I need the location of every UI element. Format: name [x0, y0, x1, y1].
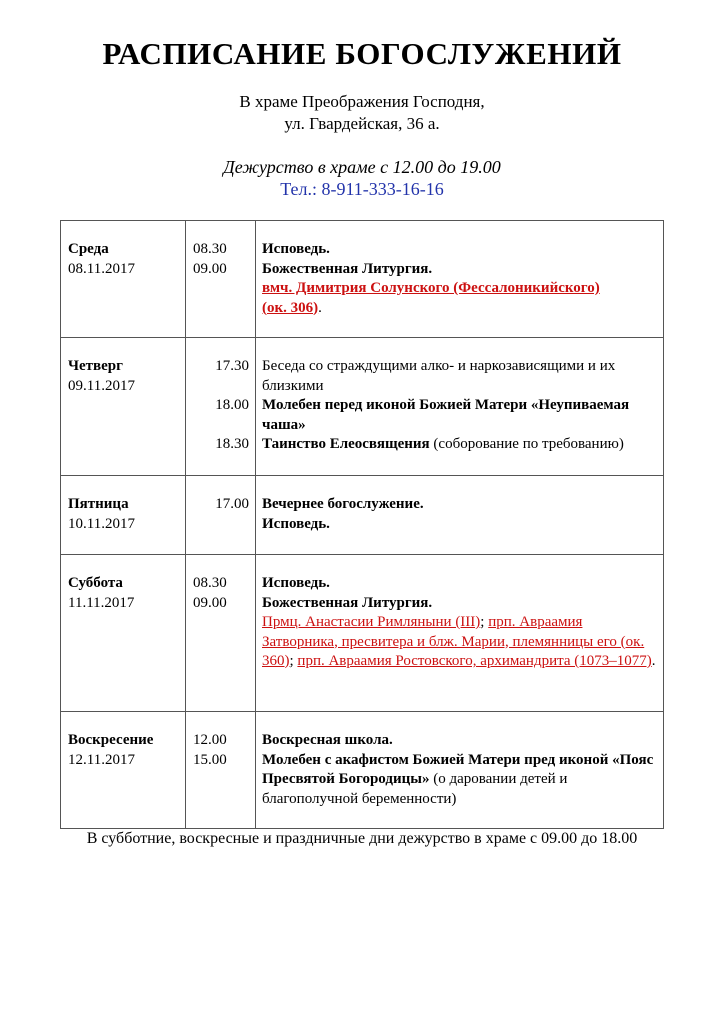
location-line-1: В храме Преображения Господня,	[239, 92, 485, 111]
schedule-table	[60, 220, 664, 829]
service-item: Беседа со страждущими алко- и наркозависящими и их близкими	[262, 358, 616, 394]
footer-note: В субботние, воскресные и праздничные дни дежурство в храме с 09.00 до 18.00	[86, 830, 638, 847]
location-line-2: ул. Гвардейская, 36 а.	[284, 114, 440, 133]
day-name: Четверг	[68, 358, 123, 374]
service-time: 09.00	[193, 260, 227, 277]
service-item: Молебен с акафистом Божией Матери пред иконой «Пояс Пресвятой Богородицы»	[262, 751, 654, 787]
day-date: 12.11.2017	[68, 751, 135, 768]
phone-number[interactable]: Тел.: 8-911-333-16-16	[280, 179, 444, 199]
table-row	[61, 221, 664, 338]
separator: ;	[289, 653, 298, 669]
service-cell	[256, 338, 664, 476]
day-cell	[61, 476, 186, 555]
service-time: 18.30	[215, 436, 249, 452]
service-item: Исповедь.	[262, 575, 330, 591]
time-cell	[186, 221, 256, 338]
duty-hours: Дежурство в храме с 12.00 до 19.00	[223, 157, 501, 177]
saint-link[interactable]: (ок. 306)	[262, 299, 319, 316]
day-date: 11.11.2017	[68, 594, 135, 611]
table-row	[61, 476, 664, 555]
service-cell	[256, 712, 664, 829]
day-cell	[61, 221, 186, 338]
punctuation: .	[318, 299, 322, 316]
service-item: Исповедь.	[262, 515, 330, 532]
service-cell	[256, 476, 664, 555]
day-name: Пятница	[68, 496, 129, 512]
service-note: (о даровании детей и благополучной беременности)	[262, 771, 568, 807]
service-time: 17.00	[215, 496, 249, 512]
time-cell	[186, 712, 256, 829]
service-item: Исповедь.	[262, 241, 330, 257]
table-row	[61, 555, 664, 712]
service-time: 17.30	[215, 358, 249, 374]
service-cell	[256, 221, 664, 338]
service-time: 15.00	[193, 751, 227, 768]
service-item: Воскресная школа.	[262, 732, 393, 748]
service-time: 09.00	[193, 594, 227, 611]
service-time: 08.30	[193, 575, 227, 591]
saint-link[interactable]: вмч. Димитрия Солунского (Фессалоникийского)	[262, 280, 600, 296]
service-item: Божественная Литургия.	[262, 594, 433, 611]
service-time: 08.30	[193, 241, 227, 257]
service-time: 12.00	[193, 732, 227, 748]
separator: ;	[480, 614, 489, 630]
day-cell	[61, 338, 186, 476]
service-item: Вечернее богослужение.	[262, 496, 424, 512]
service-note: (соборование по требованию)	[433, 436, 624, 452]
day-date: 09.11.2017	[68, 377, 135, 394]
service-item: Таинство Елеосвящения	[262, 436, 430, 452]
table-row	[61, 712, 664, 829]
table-row	[61, 338, 664, 476]
service-item: Молебен перед иконой Божией Матери «Неупиваемая чаша»	[262, 397, 630, 433]
saint-link[interactable]: прп. Авраамия Ростовского, архимандрита (1073–1077)	[297, 653, 652, 669]
service-cell	[256, 555, 664, 712]
saint-link[interactable]: прп. Авраамия Затворника, пресвитера и блж. Марии, племянницы его (ок. 360)	[262, 614, 645, 669]
time-cell	[186, 476, 256, 555]
day-name: Воскресение	[68, 732, 154, 748]
punctuation: .	[651, 653, 656, 669]
day-date: 10.11.2017	[68, 515, 135, 532]
day-date: 08.11.2017	[68, 260, 135, 277]
service-item: Божественная Литургия.	[262, 260, 433, 277]
day-name: Среда	[68, 241, 109, 257]
page-title: РАСПИСАНИЕ БОГОСЛУЖЕНИЙ	[102, 36, 622, 71]
day-name: Суббота	[68, 575, 123, 591]
day-cell	[61, 712, 186, 829]
time-cell	[186, 338, 256, 476]
service-time: 18.00	[215, 397, 249, 413]
saint-link[interactable]: Прмц. Анастасии Римляныни (III)	[262, 614, 481, 630]
day-cell	[61, 555, 186, 712]
time-cell	[186, 555, 256, 712]
